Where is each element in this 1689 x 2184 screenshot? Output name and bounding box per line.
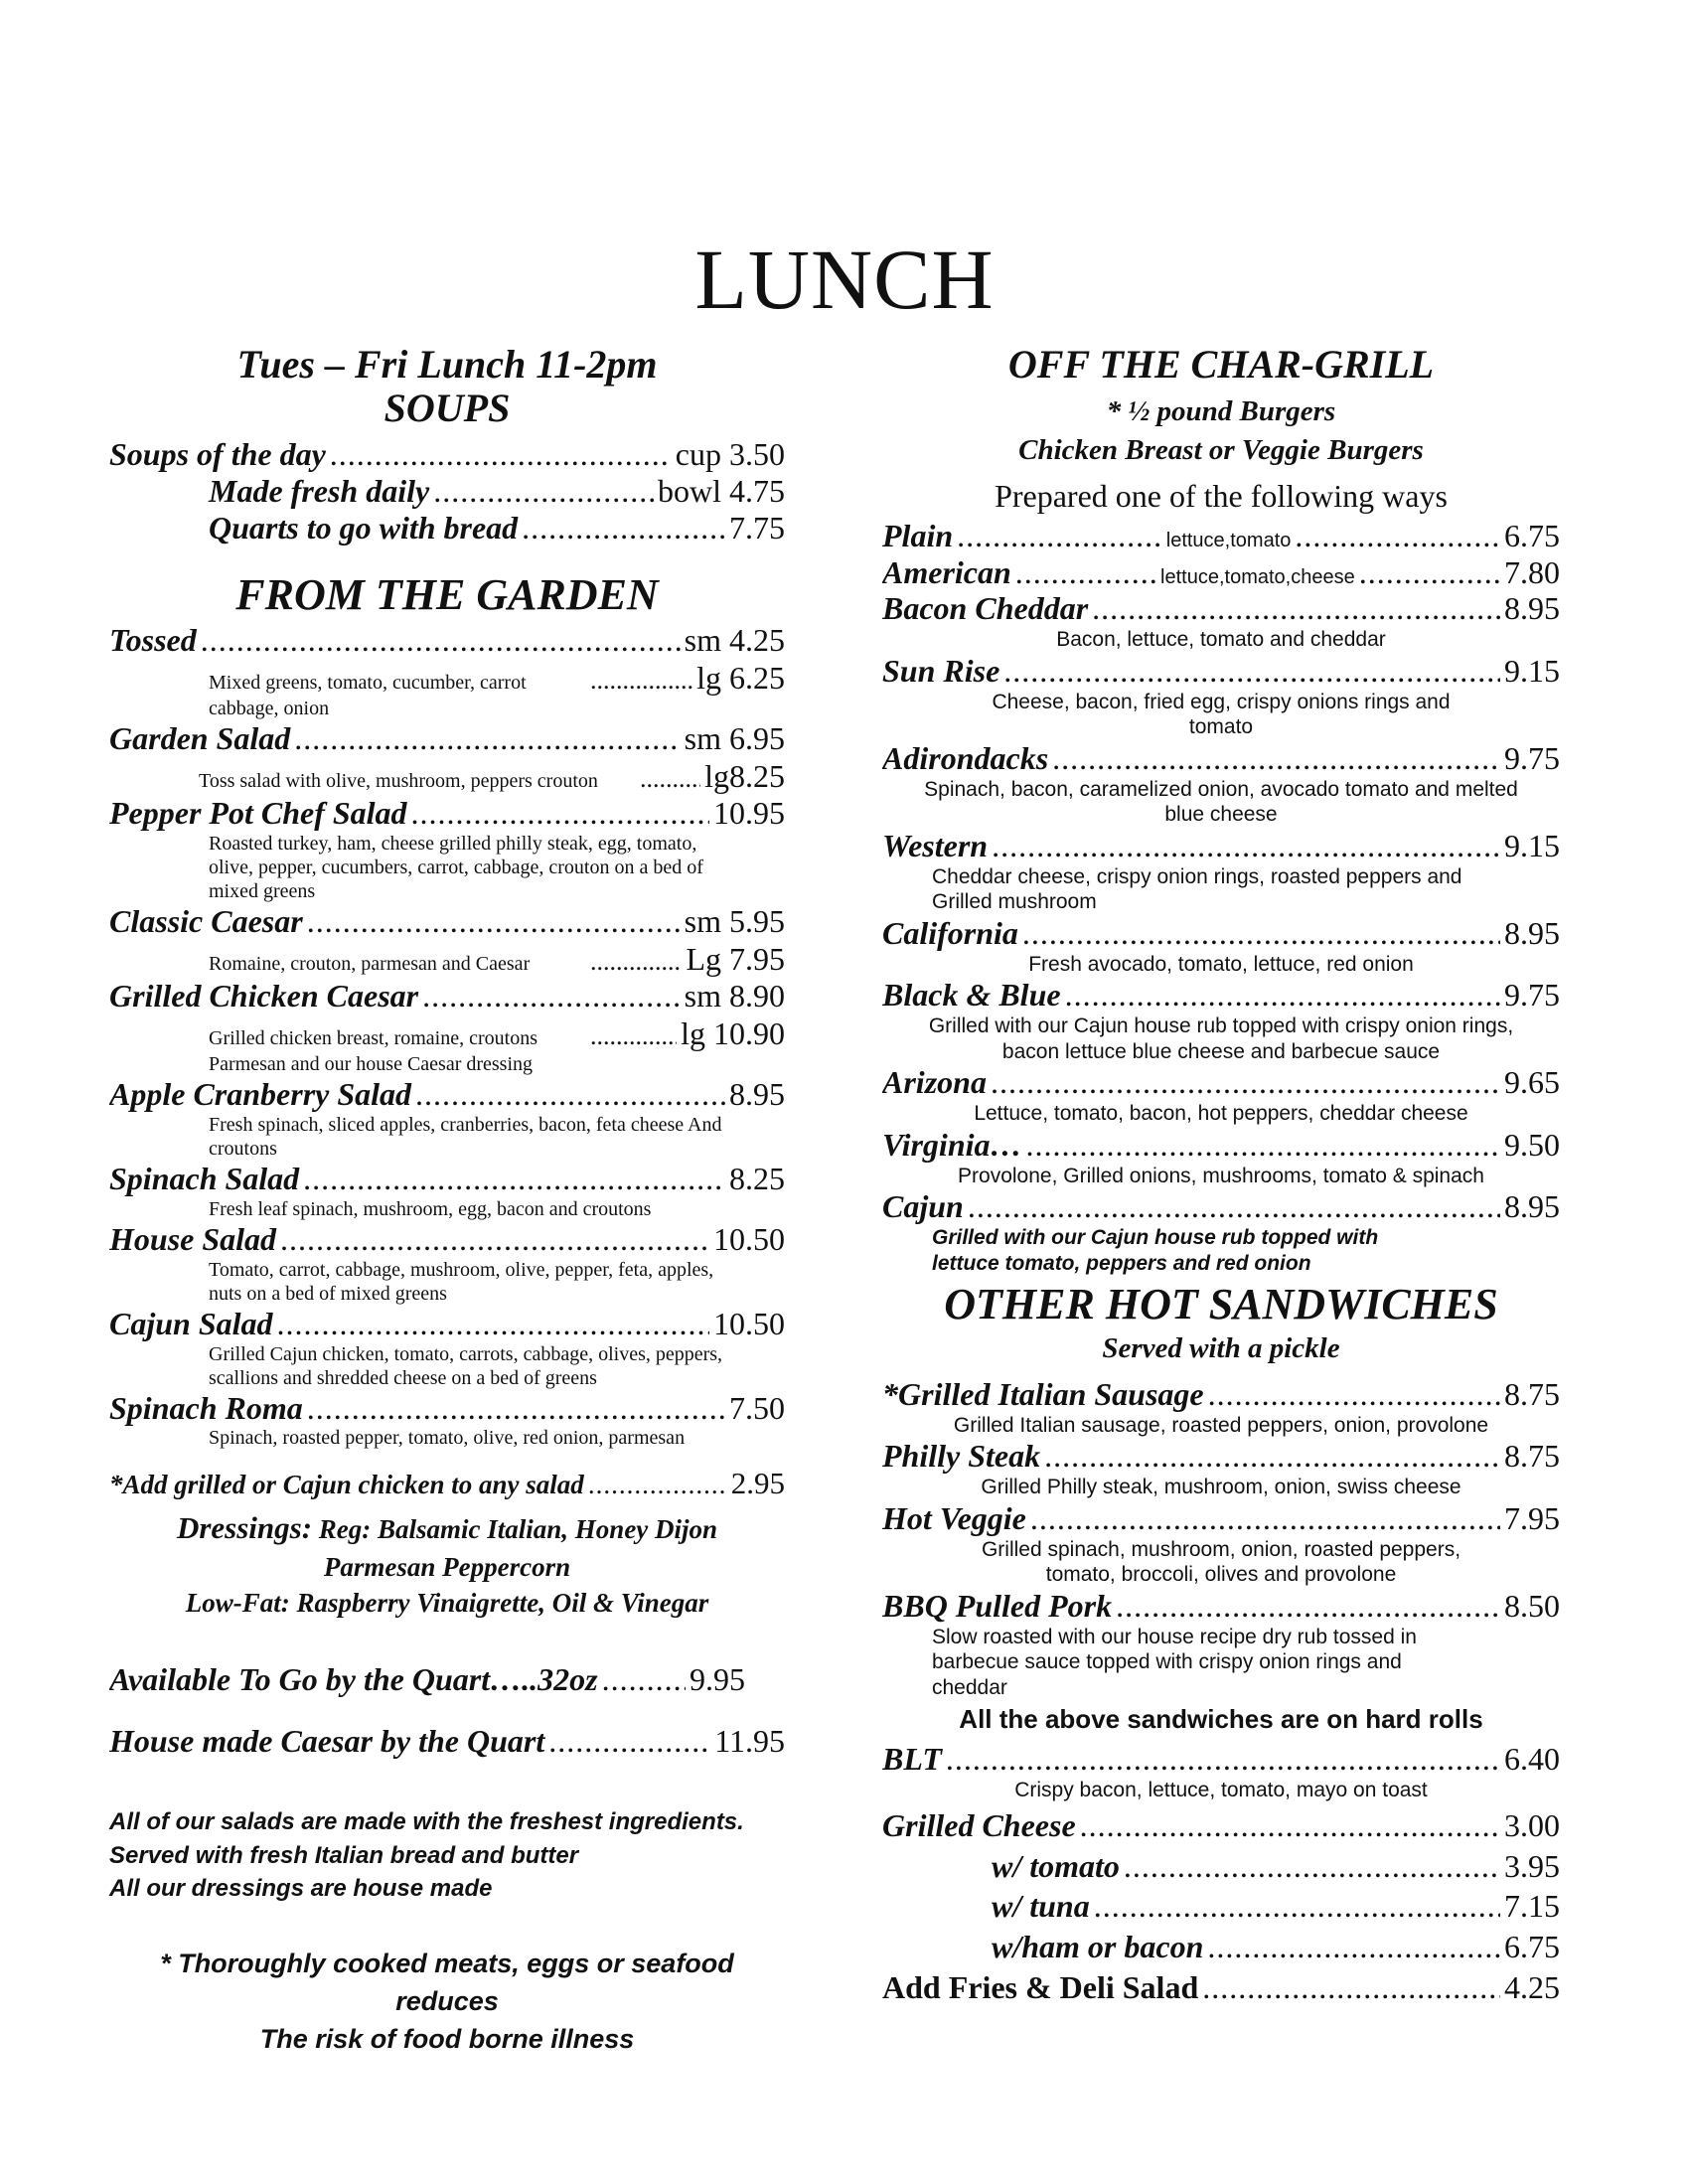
- tossed-large-option: Mixed greens, tomato, cucumber, carrot ..... lg 6.25: [209, 659, 785, 697]
- warning-line: The risk of food borne illness: [259, 2023, 635, 2054]
- hot-sandwiches-subtitle: Served with a pickle: [1102, 1331, 1340, 1364]
- menu-item-pepper-pot-chef-salad: Pepper Pot Chef Salad ..... 10.95: [109, 795, 785, 832]
- menu-item-description: Roasted turkey, ham, cheese grilled philly steak, egg, tomato, olive, pepper, cucumbers, carrot, cabbage, crouton on a bed of mixed greens: [209, 832, 703, 902]
- prepared-note: Prepared one of the following ways: [995, 478, 1448, 515]
- menu-item-house-salad: House Salad ..... 10.50: [109, 1221, 785, 1258]
- grilled-caesar-large-option: Grilled chicken breast, romaine, croutons ..... lg 10.90: [209, 1014, 785, 1052]
- menu-item-apple-cranberry-salad: Apple Cranberry Salad ..... 8.95: [109, 1076, 785, 1113]
- menu-item-grilled-italian-sausage: *Grilled Italian Sausage ..... 8.75: [882, 1376, 1560, 1413]
- burger-subtitle: * ½ pound Burgers: [1106, 395, 1336, 427]
- menu-item-grilled-cheese-tuna: w/ tuna ..... 7.15: [882, 1888, 1560, 1925]
- menu-item-description: cabbage, onion: [209, 697, 330, 719]
- menu-item-made-fresh-daily: Made fresh daily ..... bowl 4.75: [109, 473, 785, 510]
- menu-item-grilled-chicken-caesar: Grilled Chicken Caesar ..... sm 8.90: [109, 978, 785, 1014]
- menu-item-western: Western ..... 9.15: [882, 828, 1560, 864]
- menu-item-garden-salad: Garden Salad ..... sm 6.95: [109, 720, 785, 757]
- dressings-label: Dressings:: [176, 1509, 313, 1545]
- garden-salad-large-option: Toss salad with olive, mushroom, peppers crouton ..... lg8.25: [199, 757, 785, 795]
- garden-header: FROM THE GARDEN: [235, 570, 659, 620]
- menu-item-description: Grilled spinach, mushroom, onion, roasted peppers, tomato, broccoli, olives and provolone: [981, 1537, 1461, 1587]
- menu-item-black-and-blue: Black & Blue ..... 9.75: [882, 977, 1560, 1014]
- add-chicken-option: *Add grilled or Cajun chicken to any salad ..... 2.95: [109, 1466, 785, 1501]
- menu-item-description: Slow roasted with our house recipe dry rub tossed in barbecue sauce topped with crispy onion rings and cheddar: [932, 1625, 1417, 1699]
- menu-item-cajun-salad: Cajun Salad ..... 10.50: [109, 1306, 785, 1342]
- dressings-low-fat: Low-Fat: Raspberry Vinaigrette, Oil & Vinegar: [185, 1588, 709, 1619]
- menu-item-grilled-cheese-ham-bacon: w/ham or bacon ..... 6.75: [882, 1929, 1560, 1965]
- menu-item-description: Fresh avocado, tomato, lettuce, red onion: [1028, 952, 1414, 976]
- note-line: All our dressings are house made: [109, 1875, 493, 1903]
- menu-item-tossed: Tossed ..... sm 4.25: [109, 622, 785, 659]
- menu-item-description: Cheese, bacon, fried egg, crispy onions rings and tomato: [992, 690, 1451, 739]
- menu-item-cajun: Cajun ..... 8.95: [882, 1188, 1560, 1225]
- menu-item-description: Grilled with our Cajun house rub topped with crispy onion rings, bacon lettuce blue cheese and barbecue sauce: [928, 1014, 1514, 1063]
- menu-item-description: Fresh spinach, sliced apples, cranberries, bacon, feta cheese And croutons: [209, 1114, 722, 1161]
- menu-item-hot-veggie: Hot Veggie ..... 7.95: [882, 1500, 1560, 1537]
- menu-item-description: Bacon, lettuce, tomato and cheddar: [1056, 628, 1386, 652]
- dressings-regular: Reg: Balsamic Italian, Honey Dijon: [318, 1513, 718, 1544]
- menu-item-spinach-salad: Spinach Salad ..... 8.25: [109, 1161, 785, 1197]
- menu-item-adirondacks: Adirondacks ..... 9.75: [882, 740, 1560, 777]
- menu-item-bbq-pulled-pork: BBQ Pulled Pork ..... 8.50: [882, 1588, 1560, 1625]
- soups-header: SOUPS: [384, 386, 511, 430]
- menu-item-classic-caesar: Classic Caesar ..... sm 5.95: [109, 903, 785, 940]
- dressings-parmesan: Parmesan Peppercorn: [323, 1551, 571, 1582]
- lunch-hours: Tues – Fri Lunch 11-2pm: [236, 342, 658, 387]
- warning-line: * Thoroughly cooked meats, eggs or seafood reduces: [160, 1949, 734, 2016]
- menu-item-add-fries-deli-salad: Add Fries & Deli Salad ..... 4.25: [882, 1969, 1560, 2006]
- menu-item-description: Fresh leaf spinach, mushroom, egg, bacon and croutons: [209, 1197, 652, 1220]
- menu-item-description: Spinach, bacon, caramelized onion, avocado tomato and melted blue cheese: [924, 777, 1518, 827]
- menu-item-description: Crispy bacon, lettuce, tomato, mayo on toast: [1014, 1779, 1428, 1802]
- menu-item-bacon-cheddar: Bacon Cheddar ..... 8.95: [882, 590, 1560, 627]
- menu-item-grilled-cheese-tomato: w/ tomato ..... 3.95: [882, 1848, 1560, 1885]
- salad-notes: [109, 1805, 785, 1906]
- burger-types: Chicken Breast or Veggie Burgers: [1018, 434, 1424, 467]
- menu-item-description: Tomato, carrot, cabbage, mushroom, olive, pepper, feta, apples, nuts on a bed of mixed greens: [209, 1258, 714, 1305]
- menu-item-description: Spinach, roasted pepper, tomato, olive, red onion, parmesan: [209, 1427, 686, 1450]
- menu-item-virginia: Virginia… ..... 9.50: [882, 1127, 1560, 1164]
- menu-item-california: California ..... 8.95: [882, 915, 1560, 952]
- menu-item-sun-rise: Sun Rise ..... 9.15: [882, 653, 1560, 690]
- left-column: [109, 343, 785, 2058]
- menu-item-description: Grilled Italian sausage, roasted peppers, onion, provolone: [953, 1413, 1489, 1437]
- menu-item-spinach-roma: Spinach Roma ..... 7.50: [109, 1390, 785, 1427]
- menu-item-description: Grilled Philly steak, mushroom, onion, swiss cheese: [981, 1476, 1461, 1499]
- hard-rolls-note: All the above sandwiches are on hard rolls: [959, 1704, 1483, 1735]
- menu-item-description: Cheddar cheese, crispy onion rings, roasted peppers and Grilled mushroom: [932, 864, 1462, 914]
- note-line: Served with fresh Italian bread and butter: [109, 1841, 579, 1869]
- menu-item-philly-steak: Philly Steak ..... 8.75: [882, 1438, 1560, 1475]
- menu-item-grilled-cheese: Grilled Cheese ..... 3.00: [882, 1807, 1560, 1844]
- note-line: All of our salads are made with the freshest ingredients.: [109, 1808, 744, 1836]
- menu-item-plain: Plain ..... lettuce,tomato ..... 6.75: [882, 518, 1560, 554]
- menu-item-caesar-quart: House made Caesar by the Quart ..... 11.95: [109, 1723, 785, 1760]
- menu-item-quart-to-go: Available To Go by the Quart…..32oz ..... 9.95: [109, 1661, 785, 1698]
- menu-item-description: Lettuce, tomato, bacon, hot peppers, cheddar cheese: [974, 1102, 1468, 1126]
- menu-item-description: Grilled with our Cajun house rub topped with lettuce tomato, peppers and red onion: [932, 1225, 1379, 1276]
- right-column: [882, 343, 1560, 2006]
- menu-item-soups-of-the-day: Soups of the day ..... cup 3.50: [109, 436, 785, 473]
- menu-item-description: Provolone, Grilled onions, mushrooms, tomato & spinach: [958, 1164, 1484, 1187]
- menu-item-american: American ..... lettuce,tomato,cheese ..... 7.80: [882, 554, 1560, 591]
- menu-item-description: Grilled Cajun chicken, tomato, carrots, cabbage, olives, peppers, scallions and shredded cheese on a bed of greens: [209, 1342, 723, 1389]
- menu-title: LUNCH: [694, 232, 995, 327]
- menu-item-blt: BLT ..... 6.40: [882, 1741, 1560, 1778]
- food-safety-warning: [109, 1946, 785, 2058]
- dressings-block: [109, 1507, 785, 1549]
- menu-item-quarts-to-go: Quarts to go with bread ..... 7.75: [109, 510, 785, 546]
- classic-caesar-large-option: Romaine, crouton, parmesan and Caesar ..... Lg 7.95: [209, 940, 785, 978]
- menu-item-description: Parmesan and our house Caesar dressing: [209, 1053, 534, 1076]
- char-grill-header: OFF THE CHAR-GRILL: [1007, 342, 1435, 387]
- hot-sandwiches-header: OTHER HOT SANDWICHES: [944, 1280, 1498, 1329]
- menu-item-arizona: Arizona ..... 9.65: [882, 1064, 1560, 1101]
